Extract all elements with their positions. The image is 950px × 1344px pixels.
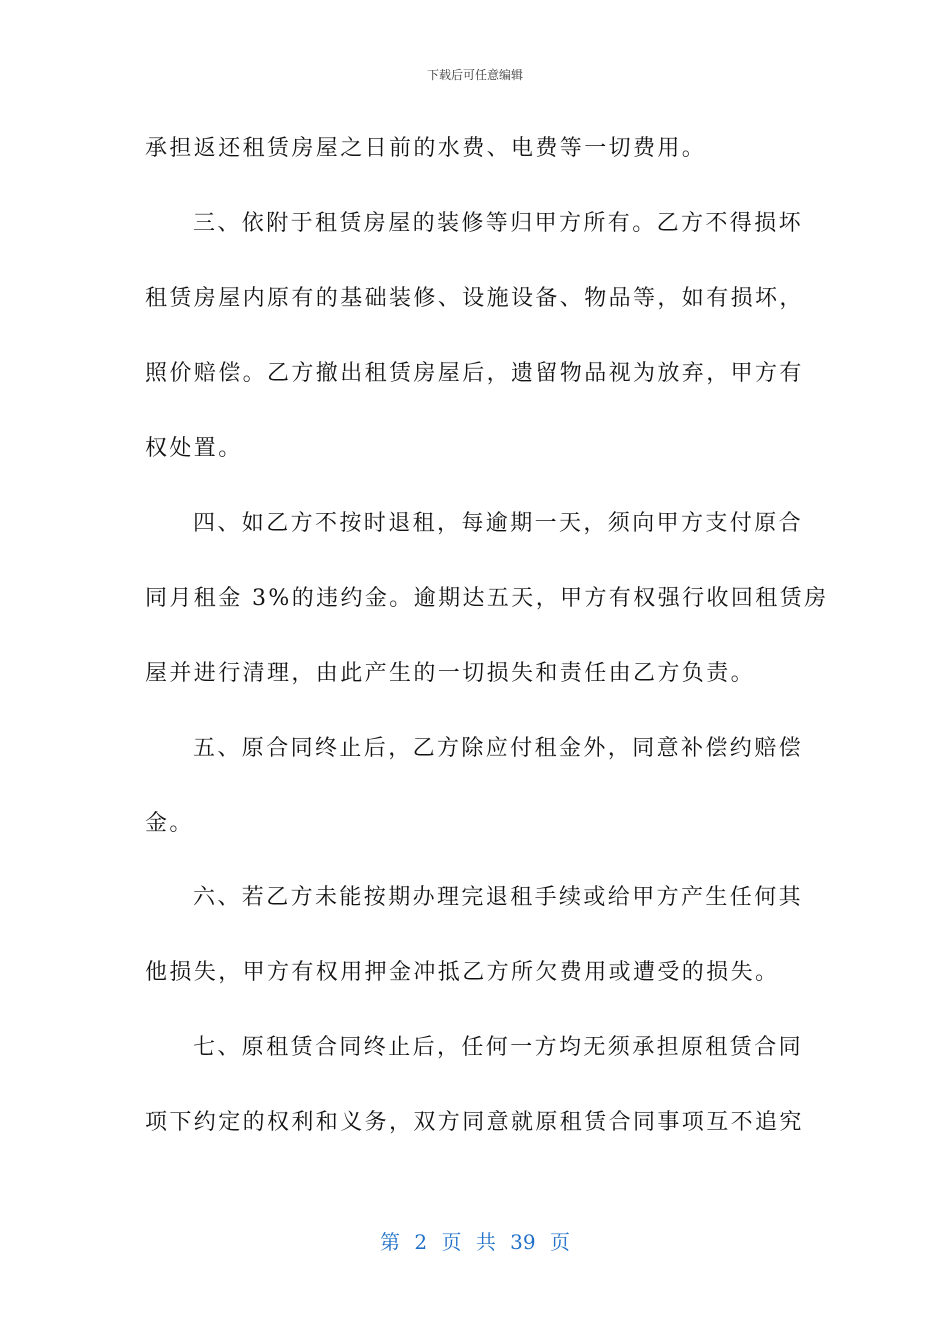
footer-total-suffix: 页 <box>549 1230 570 1254</box>
text-line: 五、原合同终止后，乙方除应付租金外，同意补偿约赔偿 <box>193 736 804 761</box>
footer-page-number: 2 <box>414 1230 428 1254</box>
page-footer <box>0 1226 950 1255</box>
text-line: 金。 <box>145 811 194 836</box>
text-line: 他损失，甲方有权用押金冲抵乙方所欠费用或遭受的损失。 <box>145 960 780 985</box>
text-line: 租赁房屋内原有的基础装修、设施设备、物品等，如有损坏， <box>145 286 804 311</box>
text-line: 六、若乙方未能按期办理完退租手续或给甲方产生任何其 <box>193 885 804 910</box>
text-line: 屋并进行清理，由此产生的一切损失和责任由乙方负责。 <box>145 661 756 686</box>
text-line: 同月租金 3%的违约金。逾期达五天，甲方有权强行收回租赁房 <box>145 586 829 611</box>
footer-total-pages: 39 <box>510 1230 536 1254</box>
text-line: 照价赔偿。乙方撤出租赁房屋后，遗留物品视为放弃，甲方有 <box>145 361 804 386</box>
page-header: 下载后可任意编辑 <box>426 68 523 82</box>
footer-page-prefix: 第 <box>380 1230 400 1254</box>
text-line: 七、原租赁合同终止后，任何一方均无须承担原租赁合同 <box>193 1035 804 1060</box>
text-line: 项下约定的权利和义务，双方同意就原租赁合同事项互不追究 <box>145 1110 804 1135</box>
text-line: 承担返还租赁房屋之日前的水费、电费等一切费用。 <box>145 136 707 161</box>
text-line: 三、依附于租赁房屋的装修等归甲方所有。乙方不得损坏 <box>193 211 804 236</box>
footer-page-label: 页 <box>441 1230 462 1254</box>
text-line: 权处置。 <box>145 436 243 461</box>
footer-total-prefix: 共 <box>475 1230 496 1254</box>
text-line: 四、如乙方不按时退租，每逾期一天，须向甲方支付原合 <box>193 511 804 536</box>
